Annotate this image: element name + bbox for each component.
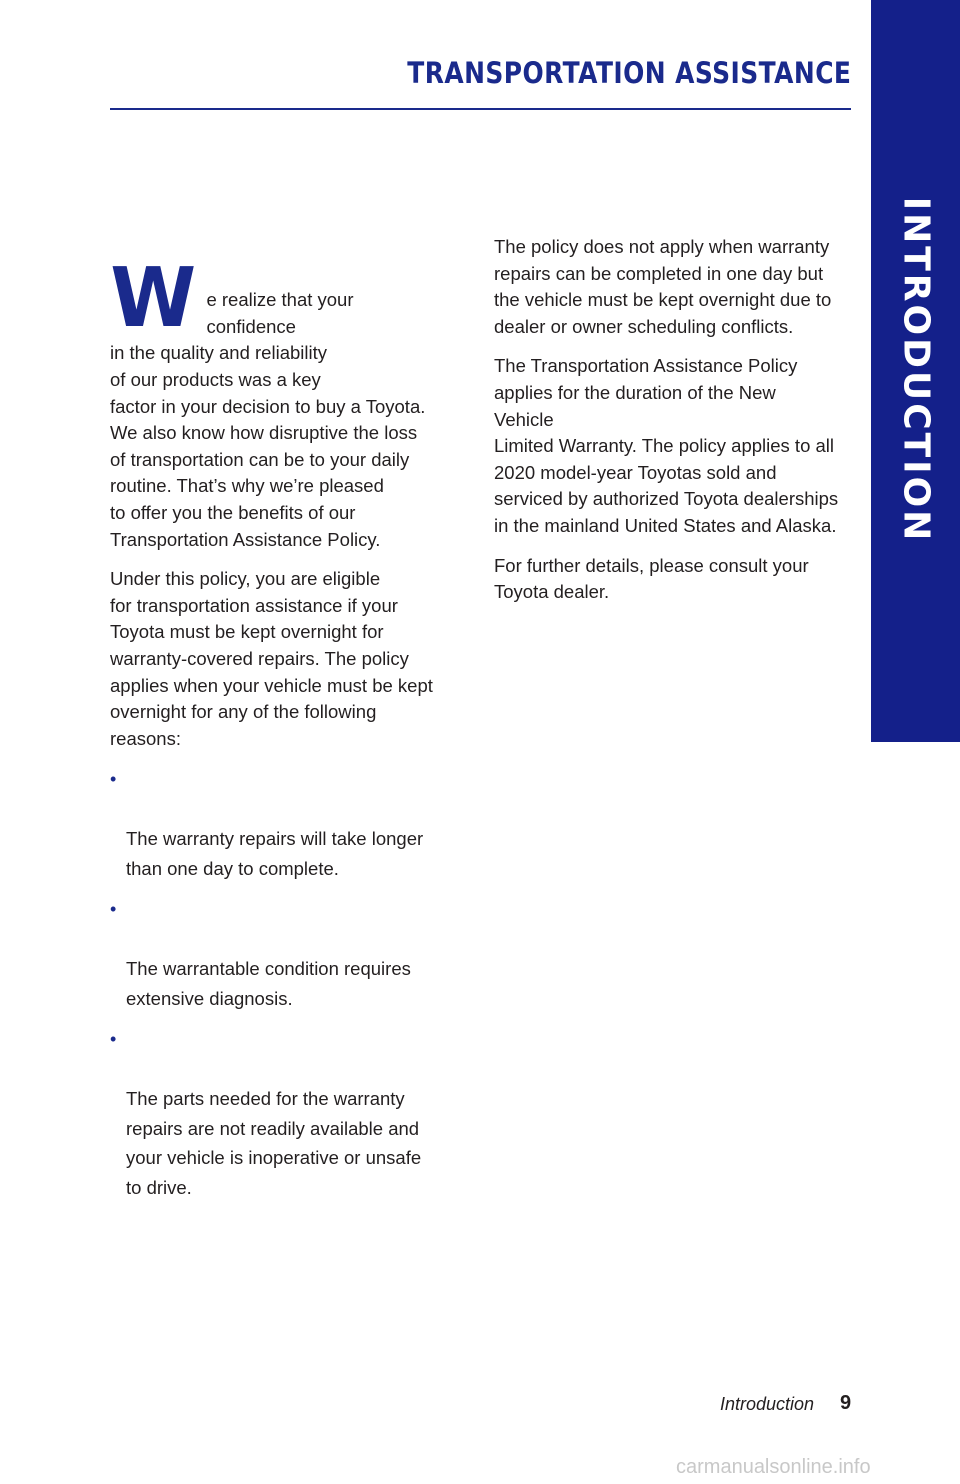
drop-cap: W (110, 250, 197, 346)
bullet-icon: • (110, 1029, 117, 1050)
section-side-tab (871, 0, 960, 742)
watermark: carmanualsonline.info (676, 1456, 871, 1478)
bullet-icon: • (110, 899, 117, 920)
list-item-text: The parts needed for the warranty repairs are not readily available and your vehicle is inoperative or unsafe to drive. (126, 1088, 422, 1198)
scheduling-paragraph: The policy does not apply when warranty repairs can be completed in one day but the vehicle must be kept overnight due to dealer or owner scheduling conflicts. (494, 236, 832, 337)
eligibility-paragraph: Under this policy, you are eligible for transportation assistance if your Toyota must be kept overnight for warranty-covered repairs. The policy applies when your vehicle must be kept overnight for any of the following reasons: (110, 568, 433, 749)
reasons-list (110, 765, 445, 1202)
list-item-text: The warranty repairs will take longer than one day to complete. (126, 828, 424, 879)
duration-paragraph: The Transportation Assistance Policy applies for the duration of the New Vehicle Limited Warranty. The policy applies to all 2020 model-year Toyotas sold and serviced by authorized Toyota dealerships in the mainland United States and Alaska. (494, 355, 839, 536)
dealer-paragraph: For further details, please consult your Toyota dealer. (494, 554, 809, 603)
list-item (110, 765, 445, 883)
intro-paragraph (110, 234, 445, 553)
list-item (110, 895, 445, 1013)
intro-text: e realize that your confidence in the quality and reliability of our products was a key factor in your decision to buy a Toyota. We also know how disruptive the loss of transportation can be to your daily routine. That’s why we’re pleased to offer you the benefits of our Transportation Assistance Policy. (110, 289, 426, 550)
list-item (110, 1025, 445, 1202)
left-column (110, 234, 445, 1214)
bullet-icon: • (110, 769, 117, 790)
page-title: TRANSPORTATION ASSISTANCE (406, 56, 851, 90)
section-tab-label: INTRODUCTION (895, 196, 936, 544)
list-item-text: The warrantable condition requires extensive diagnosis. (126, 958, 411, 1009)
page-number: 9 (840, 1392, 852, 1414)
footer-section-name: Introduction (720, 1394, 815, 1414)
page-header (110, 52, 851, 110)
right-column (494, 234, 839, 619)
